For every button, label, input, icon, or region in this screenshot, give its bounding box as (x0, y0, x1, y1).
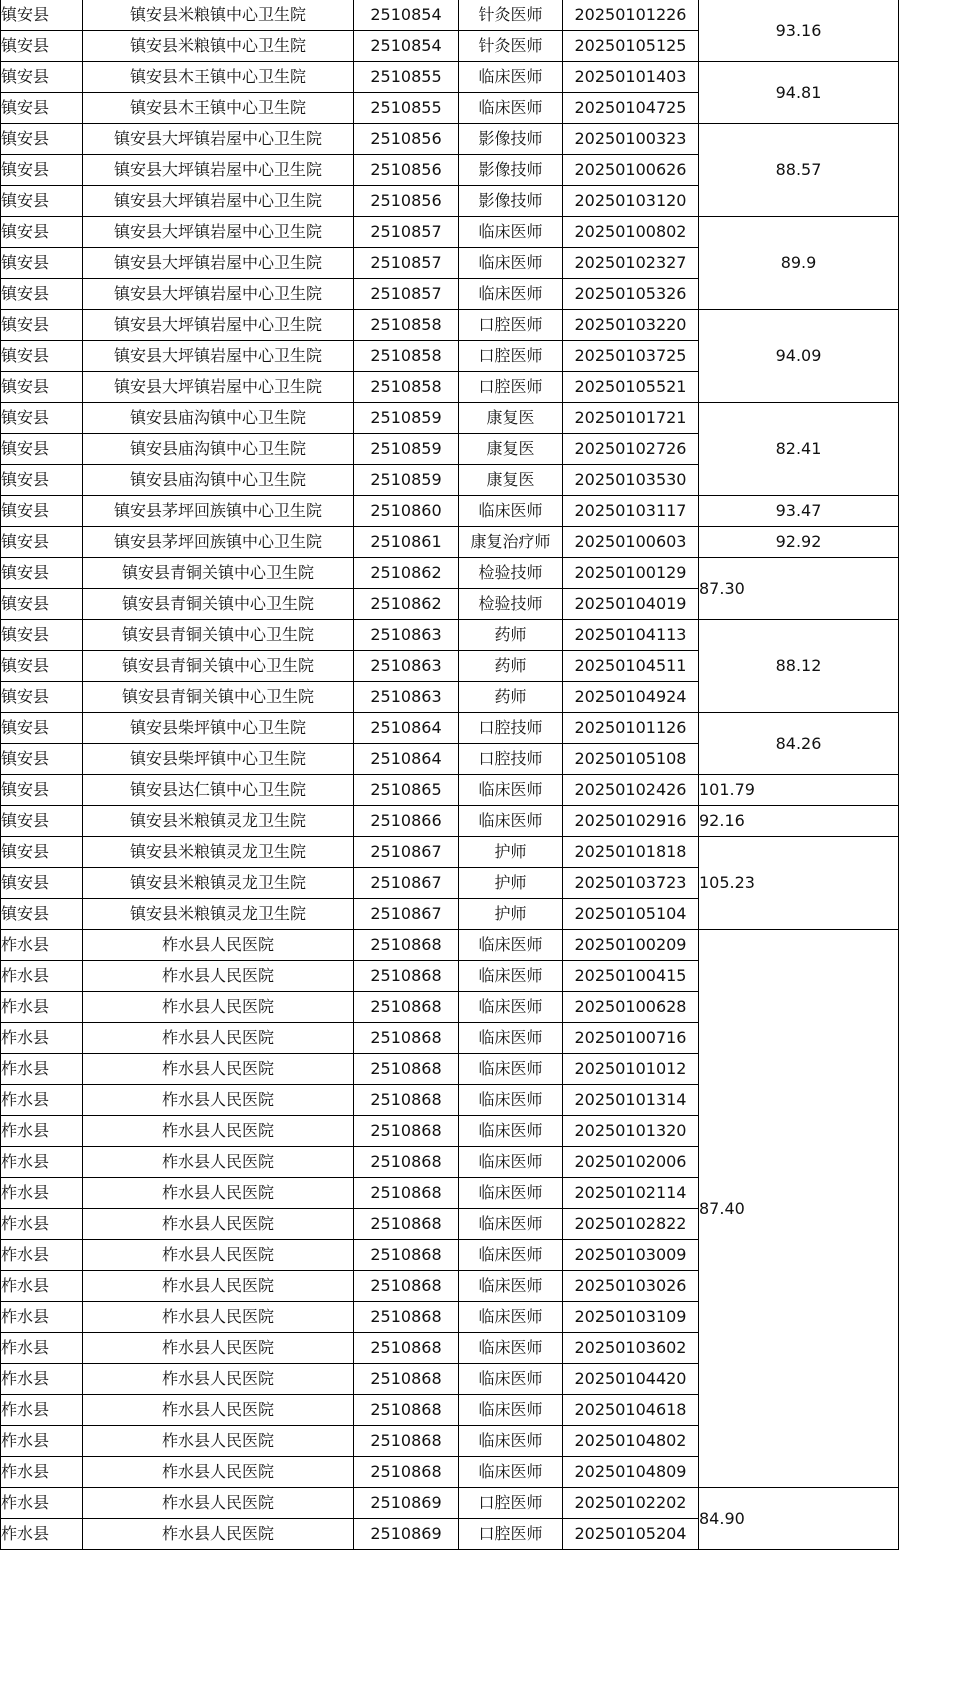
ticket-number-cell: 20250103009 (563, 1240, 699, 1271)
score-cell: 87.40 (699, 930, 899, 1488)
position-name-cell: 临床医师 (459, 1085, 563, 1116)
county-cell: 镇安县 (1, 155, 83, 186)
ticket-number-cell: 20250100628 (563, 992, 699, 1023)
position-code-cell: 2510868 (354, 930, 459, 961)
ticket-number-cell: 20250102822 (563, 1209, 699, 1240)
score-cell: 88.12 (699, 620, 899, 713)
county-cell: 镇安县 (1, 744, 83, 775)
table-row (1, 930, 899, 961)
position-name-cell: 护师 (459, 899, 563, 930)
score-cell: 93.16 (699, 0, 899, 62)
ticket-number-cell: 20250102916 (563, 806, 699, 837)
hospital-cell: 镇安县茅坪回族镇中心卫生院 (83, 527, 354, 558)
position-code-cell: 2510868 (354, 1271, 459, 1302)
position-name-cell: 临床医师 (459, 1364, 563, 1395)
table-row (1, 806, 899, 837)
ticket-number-cell: 20250102426 (563, 775, 699, 806)
hospital-cell: 柞水县人民医院 (83, 992, 354, 1023)
ticket-number-cell: 20250102114 (563, 1178, 699, 1209)
table-row (1, 713, 899, 744)
ticket-number-cell: 20250103026 (563, 1271, 699, 1302)
county-cell: 镇安县 (1, 31, 83, 62)
position-code-cell: 2510862 (354, 558, 459, 589)
hospital-cell: 镇安县米粮镇灵龙卫生院 (83, 837, 354, 868)
position-name-cell: 口腔医师 (459, 1488, 563, 1519)
county-cell: 镇安县 (1, 434, 83, 465)
position-name-cell: 临床医师 (459, 279, 563, 310)
hospital-cell: 柞水县人民医院 (83, 1519, 354, 1550)
hospital-cell: 镇安县大坪镇岩屋中心卫生院 (83, 217, 354, 248)
county-cell: 柞水县 (1, 1054, 83, 1085)
position-name-cell: 临床医师 (459, 1023, 563, 1054)
ticket-number-cell: 20250104113 (563, 620, 699, 651)
hospital-cell: 镇安县庙沟镇中心卫生院 (83, 434, 354, 465)
ticket-number-cell: 20250104802 (563, 1426, 699, 1457)
table-row (1, 403, 899, 434)
position-code-cell: 2510855 (354, 62, 459, 93)
ticket-number-cell: 20250101126 (563, 713, 699, 744)
county-cell: 柞水县 (1, 1364, 83, 1395)
ticket-number-cell: 20250103723 (563, 868, 699, 899)
hospital-cell: 镇安县青铜关镇中心卫生院 (83, 651, 354, 682)
hospital-cell: 镇安县青铜关镇中心卫生院 (83, 682, 354, 713)
position-name-cell: 检验技师 (459, 558, 563, 589)
position-name-cell: 影像技师 (459, 186, 563, 217)
position-code-cell: 2510864 (354, 713, 459, 744)
county-cell: 镇安县 (1, 682, 83, 713)
county-cell: 柞水县 (1, 1395, 83, 1426)
hospital-cell: 镇安县茅坪回族镇中心卫生院 (83, 496, 354, 527)
ticket-number-cell: 20250101012 (563, 1054, 699, 1085)
score-cell: 84.26 (699, 713, 899, 775)
ticket-number-cell: 20250103117 (563, 496, 699, 527)
score-cell: 84.90 (699, 1488, 899, 1550)
score-cell: 82.41 (699, 403, 899, 496)
position-name-cell: 针灸医师 (459, 31, 563, 62)
position-name-cell: 临床医师 (459, 1178, 563, 1209)
position-code-cell: 2510858 (354, 341, 459, 372)
position-name-cell: 临床医师 (459, 1054, 563, 1085)
ticket-number-cell: 20250100323 (563, 124, 699, 155)
ticket-number-cell: 20250100603 (563, 527, 699, 558)
county-cell: 镇安县 (1, 93, 83, 124)
county-cell: 镇安县 (1, 713, 83, 744)
position-code-cell: 2510869 (354, 1519, 459, 1550)
hospital-cell: 镇安县大坪镇岩屋中心卫生院 (83, 124, 354, 155)
hospital-cell: 镇安县米粮镇灵龙卫生院 (83, 868, 354, 899)
position-code-cell: 2510868 (354, 1426, 459, 1457)
county-cell: 柞水县 (1, 1302, 83, 1333)
county-cell: 柞水县 (1, 1209, 83, 1240)
score-cell: 105.23 (699, 837, 899, 930)
county-cell: 镇安县 (1, 217, 83, 248)
ticket-number-cell: 20250104618 (563, 1395, 699, 1426)
position-code-cell: 2510856 (354, 124, 459, 155)
ticket-number-cell: 20250104725 (563, 93, 699, 124)
hospital-cell: 镇安县大坪镇岩屋中心卫生院 (83, 186, 354, 217)
position-code-cell: 2510864 (354, 744, 459, 775)
ticket-number-cell: 20250100802 (563, 217, 699, 248)
county-cell: 镇安县 (1, 372, 83, 403)
county-cell: 镇安县 (1, 806, 83, 837)
position-code-cell: 2510858 (354, 372, 459, 403)
hospital-cell: 镇安县青铜关镇中心卫生院 (83, 589, 354, 620)
position-code-cell: 2510869 (354, 1488, 459, 1519)
county-cell: 柞水县 (1, 992, 83, 1023)
ticket-number-cell: 20250104420 (563, 1364, 699, 1395)
position-name-cell: 检验技师 (459, 589, 563, 620)
position-code-cell: 2510857 (354, 248, 459, 279)
hospital-cell: 柞水县人民医院 (83, 1209, 354, 1240)
position-code-cell: 2510868 (354, 1364, 459, 1395)
position-name-cell: 临床医师 (459, 806, 563, 837)
hospital-cell: 柞水县人民医院 (83, 1426, 354, 1457)
county-cell: 柞水县 (1, 1333, 83, 1364)
ticket-number-cell: 20250102726 (563, 434, 699, 465)
ticket-number-cell: 20250103602 (563, 1333, 699, 1364)
position-name-cell: 临床医师 (459, 496, 563, 527)
county-cell: 镇安县 (1, 279, 83, 310)
hospital-cell: 柞水县人民医院 (83, 961, 354, 992)
county-cell: 镇安县 (1, 403, 83, 434)
position-code-cell: 2510868 (354, 1054, 459, 1085)
score-cell: 94.09 (699, 310, 899, 403)
hospital-cell: 镇安县柴坪镇中心卫生院 (83, 744, 354, 775)
ticket-number-cell: 20250101320 (563, 1116, 699, 1147)
position-name-cell: 临床医师 (459, 1426, 563, 1457)
county-cell: 柞水县 (1, 1178, 83, 1209)
hospital-cell: 镇安县大坪镇岩屋中心卫生院 (83, 279, 354, 310)
county-cell: 柞水县 (1, 1426, 83, 1457)
position-name-cell: 临床医师 (459, 1209, 563, 1240)
hospital-cell: 柞水县人民医院 (83, 1302, 354, 1333)
position-code-cell: 2510868 (354, 1085, 459, 1116)
ticket-number-cell: 20250105204 (563, 1519, 699, 1550)
ticket-number-cell: 20250102006 (563, 1147, 699, 1178)
hospital-cell: 柞水县人民医院 (83, 1240, 354, 1271)
position-name-cell: 影像技师 (459, 155, 563, 186)
score-cell: 87.30 (699, 558, 899, 620)
county-cell: 镇安县 (1, 341, 83, 372)
hospital-cell: 柞水县人民医院 (83, 1488, 354, 1519)
position-name-cell: 针灸医师 (459, 0, 563, 31)
ticket-number-cell: 20250100209 (563, 930, 699, 961)
position-code-cell: 2510868 (354, 1209, 459, 1240)
county-cell: 镇安县 (1, 0, 83, 31)
position-name-cell: 临床医师 (459, 1271, 563, 1302)
hospital-cell: 柞水县人民医院 (83, 1054, 354, 1085)
hospital-cell: 镇安县大坪镇岩屋中心卫生院 (83, 155, 354, 186)
position-name-cell: 口腔技师 (459, 744, 563, 775)
table-row (1, 496, 899, 527)
ticket-number-cell: 20250105125 (563, 31, 699, 62)
county-cell: 镇安县 (1, 775, 83, 806)
county-cell: 镇安县 (1, 558, 83, 589)
county-cell: 镇安县 (1, 124, 83, 155)
hospital-cell: 柞水县人民医院 (83, 1178, 354, 1209)
table-row (1, 62, 899, 93)
score-cell: 92.92 (699, 527, 899, 558)
ticket-number-cell: 20250104511 (563, 651, 699, 682)
table-row (1, 124, 899, 155)
county-cell: 柞水县 (1, 1116, 83, 1147)
ticket-number-cell: 20250105108 (563, 744, 699, 775)
hospital-cell: 镇安县大坪镇岩屋中心卫生院 (83, 248, 354, 279)
ticket-number-cell: 20250101314 (563, 1085, 699, 1116)
county-cell: 柞水县 (1, 1240, 83, 1271)
table-row (1, 775, 899, 806)
county-cell: 柞水县 (1, 1023, 83, 1054)
hospital-cell: 镇安县庙沟镇中心卫生院 (83, 403, 354, 434)
ticket-number-cell: 20250100716 (563, 1023, 699, 1054)
position-code-cell: 2510867 (354, 868, 459, 899)
score-cell: 93.47 (699, 496, 899, 527)
position-code-cell: 2510866 (354, 806, 459, 837)
position-code-cell: 2510868 (354, 1178, 459, 1209)
position-code-cell: 2510863 (354, 651, 459, 682)
position-name-cell: 临床医师 (459, 1147, 563, 1178)
position-code-cell: 2510856 (354, 186, 459, 217)
hospital-cell: 镇安县青铜关镇中心卫生院 (83, 620, 354, 651)
position-code-cell: 2510868 (354, 1116, 459, 1147)
hospital-cell: 镇安县木王镇中心卫生院 (83, 93, 354, 124)
score-cell: 94.81 (699, 62, 899, 124)
county-cell: 柞水县 (1, 1271, 83, 1302)
county-cell: 镇安县 (1, 465, 83, 496)
position-name-cell: 影像技师 (459, 124, 563, 155)
position-code-cell: 2510859 (354, 403, 459, 434)
position-name-cell: 口腔技师 (459, 713, 563, 744)
position-name-cell: 临床医师 (459, 62, 563, 93)
ticket-number-cell: 20250101226 (563, 0, 699, 31)
ticket-number-cell: 20250104924 (563, 682, 699, 713)
position-code-cell: 2510854 (354, 31, 459, 62)
position-code-cell: 2510868 (354, 1240, 459, 1271)
position-name-cell: 护师 (459, 837, 563, 868)
score-cell: 101.79 (699, 775, 899, 806)
hospital-cell: 柞水县人民医院 (83, 1395, 354, 1426)
position-code-cell: 2510856 (354, 155, 459, 186)
table-row (1, 217, 899, 248)
table-row (1, 558, 899, 589)
position-name-cell: 临床医师 (459, 217, 563, 248)
hospital-cell: 柞水县人民医院 (83, 1271, 354, 1302)
hospital-cell: 柞水县人民医院 (83, 1364, 354, 1395)
position-name-cell: 康复医 (459, 434, 563, 465)
county-cell: 柞水县 (1, 1457, 83, 1488)
county-cell: 镇安县 (1, 62, 83, 93)
position-name-cell: 临床医师 (459, 1395, 563, 1426)
position-code-cell: 2510861 (354, 527, 459, 558)
ticket-number-cell: 20250100129 (563, 558, 699, 589)
score-cell: 92.16 (699, 806, 899, 837)
hospital-cell: 镇安县大坪镇岩屋中心卫生院 (83, 372, 354, 403)
position-name-cell: 药师 (459, 620, 563, 651)
ticket-number-cell: 20250103109 (563, 1302, 699, 1333)
hospital-cell: 镇安县米粮镇灵龙卫生院 (83, 806, 354, 837)
county-cell: 镇安县 (1, 837, 83, 868)
hospital-cell: 镇安县米粮镇灵龙卫生院 (83, 899, 354, 930)
ticket-number-cell: 20250100626 (563, 155, 699, 186)
county-cell: 柞水县 (1, 961, 83, 992)
position-code-cell: 2510868 (354, 992, 459, 1023)
position-code-cell: 2510857 (354, 217, 459, 248)
ticket-number-cell: 20250105104 (563, 899, 699, 930)
position-name-cell: 临床医师 (459, 1240, 563, 1271)
score-cell: 89.9 (699, 217, 899, 310)
ticket-number-cell: 20250102202 (563, 1488, 699, 1519)
ticket-number-cell: 20250101403 (563, 62, 699, 93)
county-cell: 镇安县 (1, 620, 83, 651)
county-cell: 柞水县 (1, 1085, 83, 1116)
table-row (1, 527, 899, 558)
ticket-number-cell: 20250105521 (563, 372, 699, 403)
position-name-cell: 口腔医师 (459, 372, 563, 403)
position-name-cell: 临床医师 (459, 992, 563, 1023)
hospital-cell: 镇安县庙沟镇中心卫生院 (83, 465, 354, 496)
ticket-number-cell: 20250102327 (563, 248, 699, 279)
county-cell: 镇安县 (1, 589, 83, 620)
position-name-cell: 临床医师 (459, 1457, 563, 1488)
position-code-cell: 2510859 (354, 434, 459, 465)
position-code-cell: 2510858 (354, 310, 459, 341)
ticket-number-cell: 20250103725 (563, 341, 699, 372)
position-name-cell: 临床医师 (459, 1333, 563, 1364)
hospital-cell: 柞水县人民医院 (83, 1457, 354, 1488)
position-name-cell: 护师 (459, 868, 563, 899)
position-code-cell: 2510868 (354, 1302, 459, 1333)
position-name-cell: 口腔医师 (459, 341, 563, 372)
ticket-number-cell: 20250103530 (563, 465, 699, 496)
ticket-number-cell: 20250105326 (563, 279, 699, 310)
hospital-cell: 镇安县木王镇中心卫生院 (83, 62, 354, 93)
position-name-cell: 临床医师 (459, 248, 563, 279)
ticket-number-cell: 20250103120 (563, 186, 699, 217)
ticket-number-cell: 20250101721 (563, 403, 699, 434)
hospital-cell: 镇安县米粮镇中心卫生院 (83, 31, 354, 62)
ticket-number-cell: 20250101818 (563, 837, 699, 868)
ticket-number-cell: 20250104809 (563, 1457, 699, 1488)
county-cell: 柞水县 (1, 1519, 83, 1550)
county-cell: 镇安县 (1, 496, 83, 527)
position-code-cell: 2510860 (354, 496, 459, 527)
position-name-cell: 口腔医师 (459, 1519, 563, 1550)
position-name-cell: 临床医师 (459, 930, 563, 961)
hospital-cell: 柞水县人民医院 (83, 1085, 354, 1116)
position-code-cell: 2510868 (354, 1333, 459, 1364)
county-cell: 镇安县 (1, 186, 83, 217)
hospital-cell: 柞水县人民医院 (83, 1147, 354, 1178)
hospital-cell: 柞水县人民医院 (83, 1116, 354, 1147)
hospital-cell: 镇安县青铜关镇中心卫生院 (83, 558, 354, 589)
position-code-cell: 2510854 (354, 0, 459, 31)
position-code-cell: 2510859 (354, 465, 459, 496)
table-row (1, 837, 899, 868)
county-cell: 柞水县 (1, 1147, 83, 1178)
position-name-cell: 药师 (459, 651, 563, 682)
hospital-cell: 镇安县达仁镇中心卫生院 (83, 775, 354, 806)
score-cell: 88.57 (699, 124, 899, 217)
table-row (1, 620, 899, 651)
position-code-cell: 2510868 (354, 1023, 459, 1054)
hospital-cell: 镇安县大坪镇岩屋中心卫生院 (83, 310, 354, 341)
position-code-cell: 2510855 (354, 93, 459, 124)
position-code-cell: 2510863 (354, 682, 459, 713)
position-code-cell: 2510862 (354, 589, 459, 620)
results-table-body (1, 0, 899, 1550)
hospital-cell: 柞水县人民医院 (83, 930, 354, 961)
county-cell: 镇安县 (1, 868, 83, 899)
table-row (1, 0, 899, 31)
position-code-cell: 2510865 (354, 775, 459, 806)
position-name-cell: 临床医师 (459, 775, 563, 806)
county-cell: 镇安县 (1, 310, 83, 341)
position-name-cell: 药师 (459, 682, 563, 713)
county-cell: 柞水县 (1, 930, 83, 961)
position-name-cell: 临床医师 (459, 961, 563, 992)
county-cell: 柞水县 (1, 1488, 83, 1519)
position-name-cell: 口腔医师 (459, 310, 563, 341)
county-cell: 镇安县 (1, 527, 83, 558)
position-code-cell: 2510868 (354, 961, 459, 992)
county-cell: 镇安县 (1, 651, 83, 682)
position-name-cell: 康复医 (459, 465, 563, 496)
ticket-number-cell: 20250100415 (563, 961, 699, 992)
position-code-cell: 2510867 (354, 837, 459, 868)
position-code-cell: 2510868 (354, 1395, 459, 1426)
position-code-cell: 2510863 (354, 620, 459, 651)
position-name-cell: 康复医 (459, 403, 563, 434)
position-code-cell: 2510857 (354, 279, 459, 310)
hospital-cell: 柞水县人民医院 (83, 1023, 354, 1054)
hospital-cell: 镇安县柴坪镇中心卫生院 (83, 713, 354, 744)
position-code-cell: 2510868 (354, 1457, 459, 1488)
ticket-number-cell: 20250104019 (563, 589, 699, 620)
ticket-number-cell: 20250103220 (563, 310, 699, 341)
position-name-cell: 临床医师 (459, 93, 563, 124)
hospital-cell: 柞水县人民医院 (83, 1333, 354, 1364)
table-row (1, 310, 899, 341)
position-name-cell: 康复治疗师 (459, 527, 563, 558)
table-row (1, 1488, 899, 1519)
position-code-cell: 2510868 (354, 1147, 459, 1178)
position-name-cell: 临床医师 (459, 1302, 563, 1333)
position-code-cell: 2510867 (354, 899, 459, 930)
county-cell: 镇安县 (1, 248, 83, 279)
position-name-cell: 临床医师 (459, 1116, 563, 1147)
county-cell: 镇安县 (1, 899, 83, 930)
hospital-cell: 镇安县大坪镇岩屋中心卫生院 (83, 341, 354, 372)
hospital-cell: 镇安县米粮镇中心卫生院 (83, 0, 354, 31)
